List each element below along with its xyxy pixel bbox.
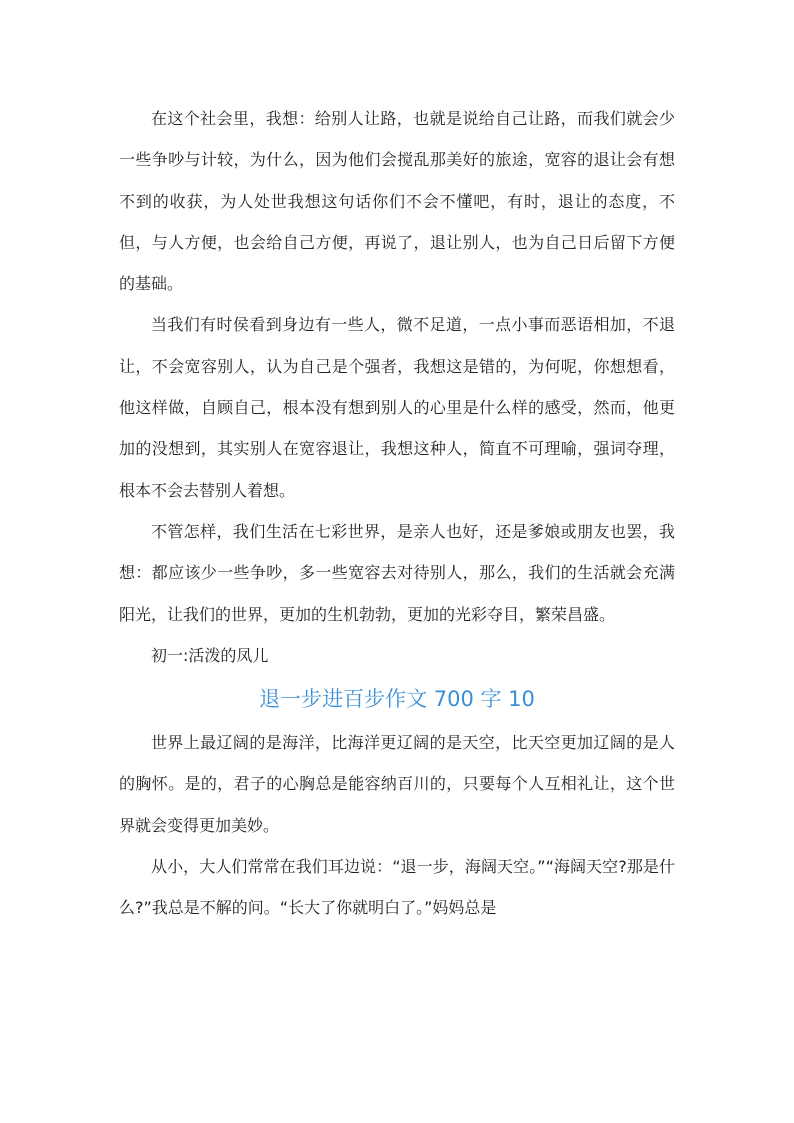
- paragraph-childhood: 从小，大人们常常在我们耳边说：“退一步，海阔天空。”“海阔天空?那是什么?”我总是不解的问。“长大了你就明白了。”妈妈总是: [119, 857, 675, 918]
- paragraph-broad-mind: 世界上最辽阔的是海洋，比海洋更辽阔的是天空，比天空更加辽阔的是人的胸怀。是的，君子的心胸总是能容纳百川的，只要每个人互相礼让，这个世界就会变得更加美妙。: [119, 733, 675, 835]
- author-line: 初一:活泼的凤儿: [151, 645, 269, 665]
- document-page: [119, 98, 675, 929]
- paragraph-arrogant-people: 当我们有时侯看到身边有一些人，微不足道，一点小事而恶语相加，不退让，不会宽容别人，认为自己是个强者，我想这是错的，为何呢，你想想看，他这样做，自顾自己，根本没有想到别人的心里是什么样的感受，然而，他更加的没想到，其实别人在宽容退让，我想这种人，简直不可理喻，强词夺理，根本不会去替别人着想。: [119, 315, 675, 500]
- paragraph-colorful-world: 不管怎样，我们生活在七彩世界，是亲人也好，还是爹娘或朋友也罢，我想：都应该少一些争吵，多一些宽容去对待别人，那么，我们的生活就会充满阳光，让我们的世界，更加的生机勃勃，更加的光彩夺目，繁荣昌盛。: [119, 521, 675, 624]
- paragraph-road-giving: 在这个社会里，我想：给别人让路，也就是说给自己让路，而我们就会少一些争吵与计较，为什么，因为他们会搅乱那美好的旅途，宽容的退让会有想不到的收获，为人处世我想这句话你们不会不懂吧，有时，退让的态度，不但，与人方便，也会给自己方便，再说了，退让别人，也为自己日后留下方便的基础。: [119, 109, 675, 294]
- section-title: 退一步进百步作文 700 字 10: [259, 687, 535, 712]
